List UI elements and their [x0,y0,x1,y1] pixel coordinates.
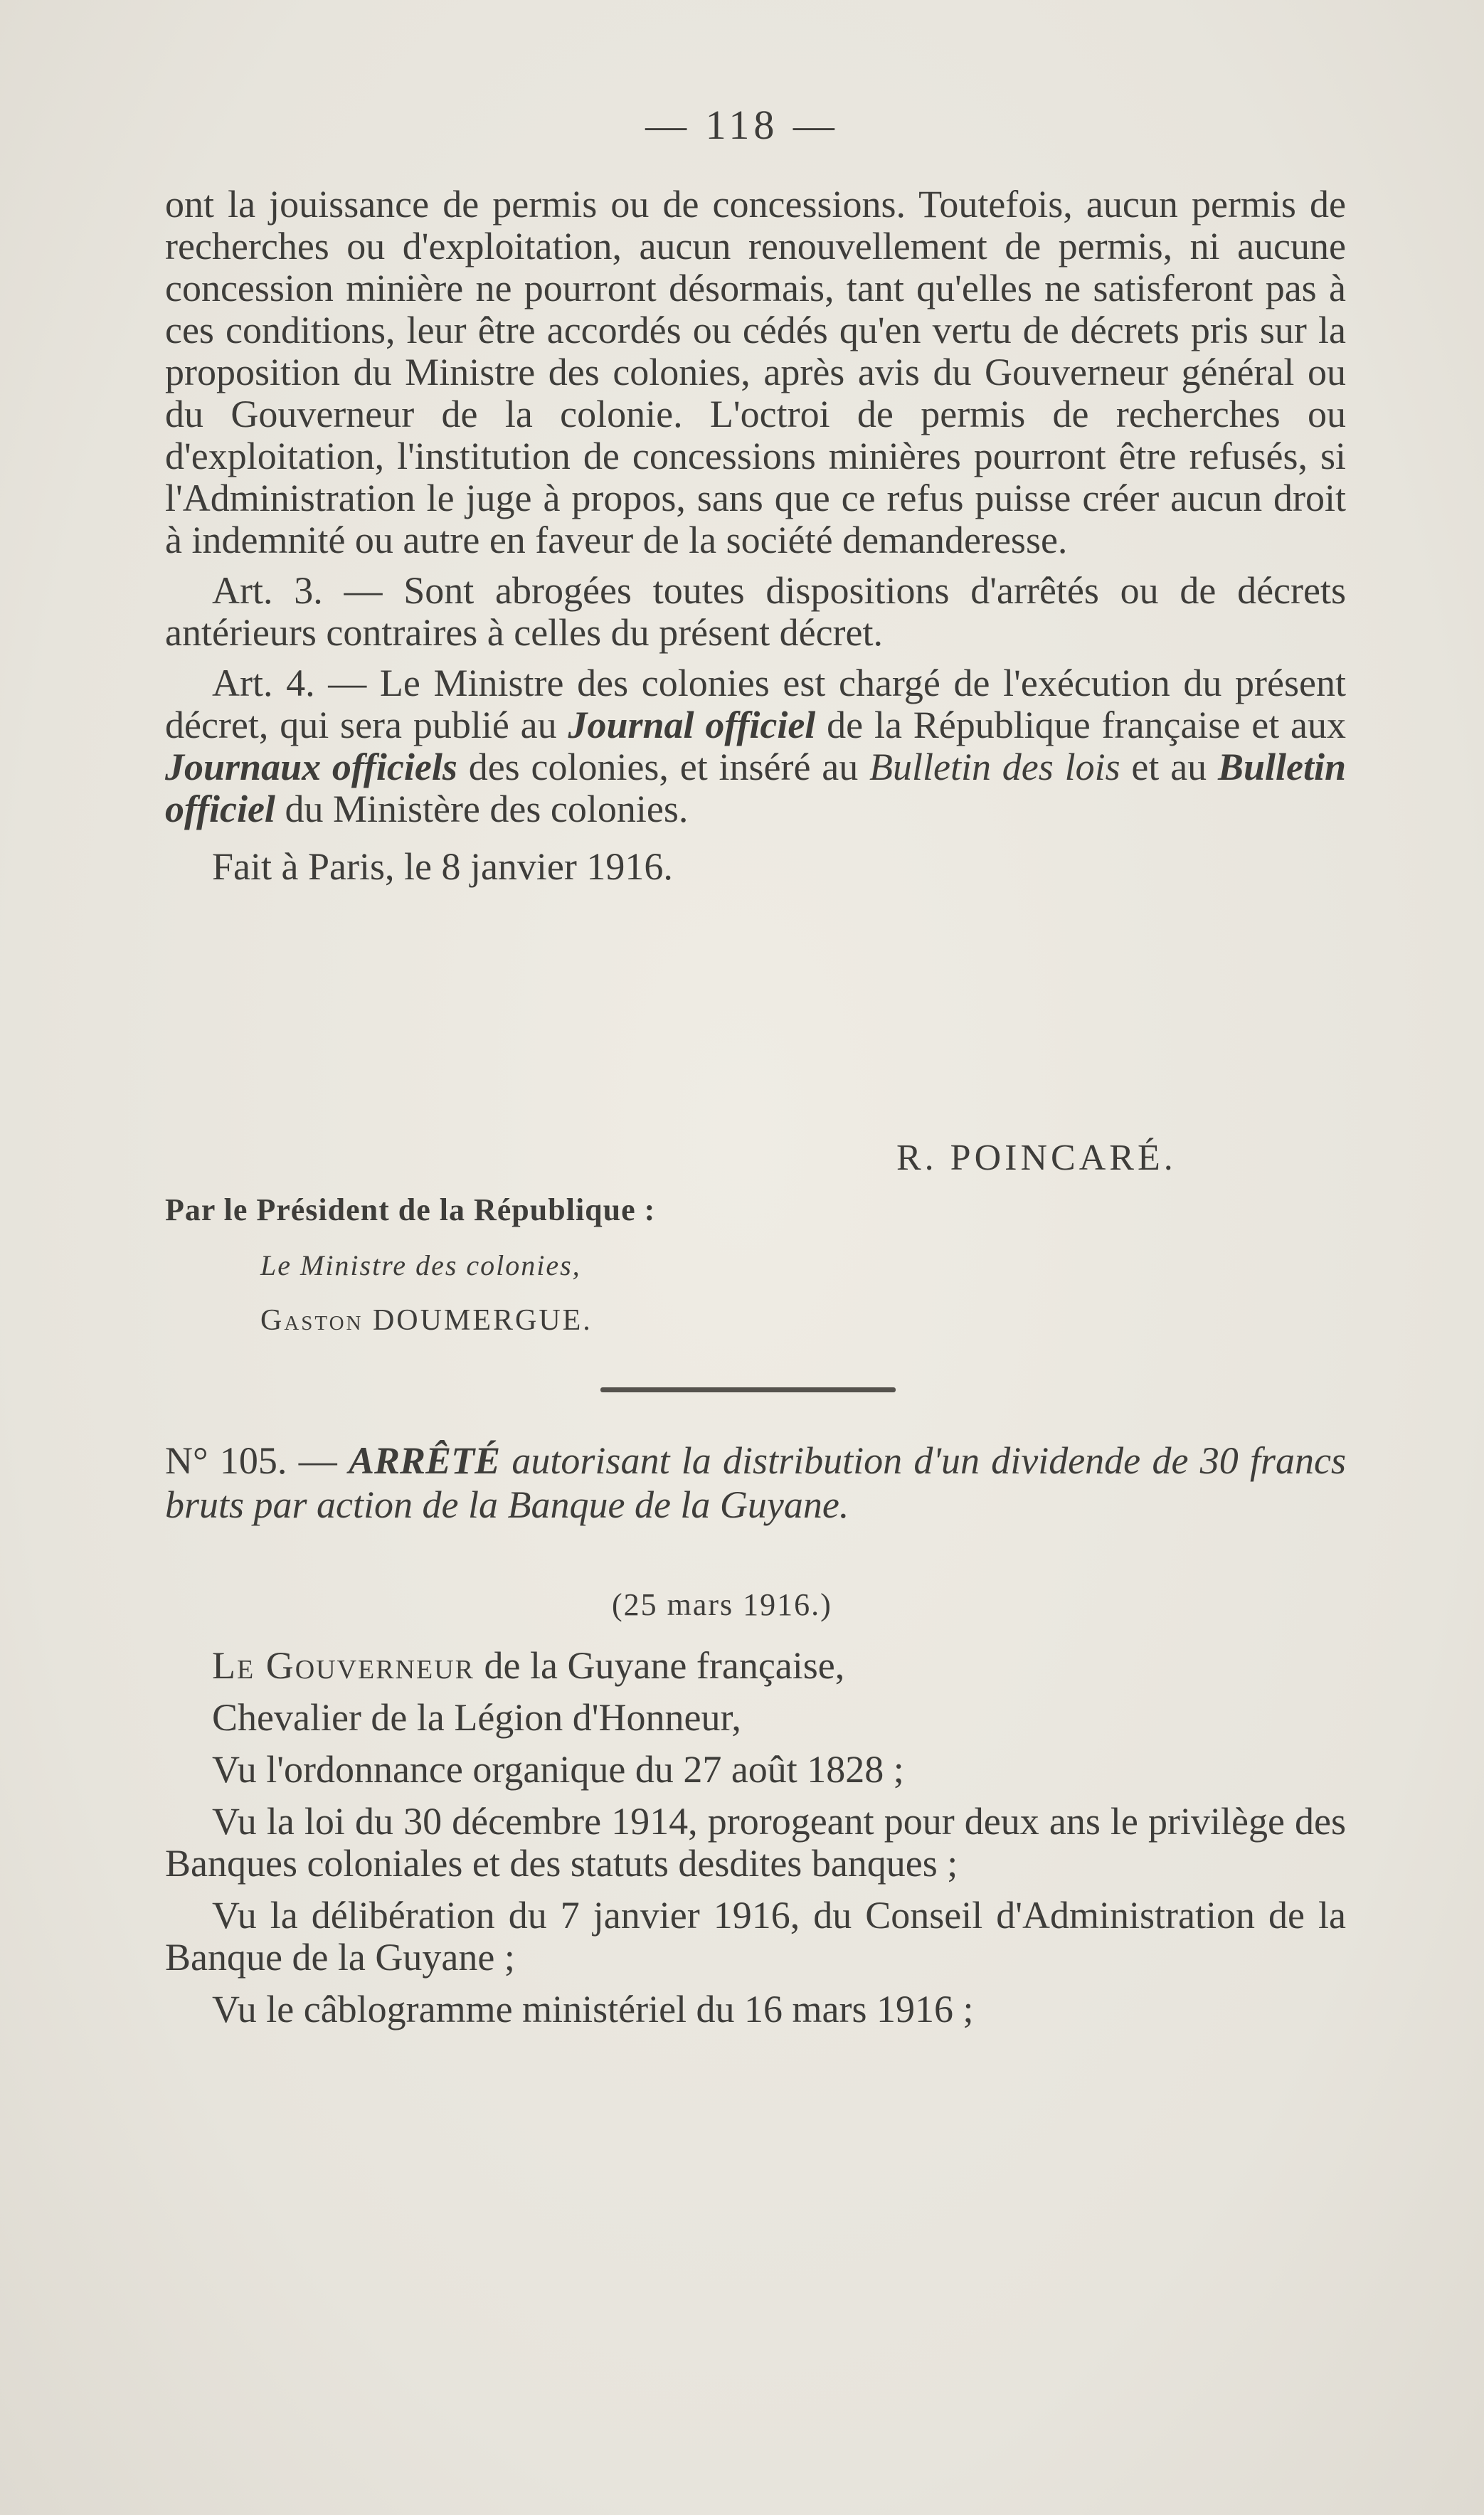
article-4-text-a: Art. 4. — Le Ministre des colonies est chargé de l'exécution du présent décret, qui sera publié au [165,662,1346,746]
paragraph-concessions: ont la jouissance de permis ou de concessions. Toutefois, aucun permis de recherches ou d'exploitation, aucun renouvellement de permis, ni aucune concession minière ne pourront désormais, tant qu'elles ne satisferont pas à ces conditions, leur être accordés ou cédés qu'en vertu de décrets pris sur la proposition du Ministre des colonies, après avis du Gouverneur général ou du Gouverneur de la colonie. L'octroi de permis de recherches ou d'exploitation, l'institution de concessions minières pourront être refusés, si l'Administration le juge à propos, sans que ce refus puisse créer aucun droit à indemnité ou autre en faveur de la société demanderesse. [165,183,1346,561]
section-divider [600,1387,896,1392]
article-4-text-b: de la République française et aux [827,704,1347,746]
article-4-text-d: et au [1131,746,1207,788]
arrete-title: autorisant la distribution d'un dividende de 30 francs bruts par action de la Banque de la Guyane. [165,1439,1347,1526]
arrete-label: ARRÊTÉ [349,1439,501,1482]
journaux-officiels-ref: Journaux officiels [165,746,457,788]
signature-doumergue: Gaston DOUMERGUE. [260,1304,593,1337]
arrete-heading [165,1439,1346,1527]
article-4 [165,662,1346,830]
decree-text [165,184,1346,888]
page-number: — 118 — [645,102,839,148]
vu-loi: Vu la loi du 30 décembre 1914, prorogeant pour deux ans le privilège des Banques coloniales et des statuts desdites banques ; [165,1800,1346,1885]
bulletin-des-lois-ref: Bulletin des lois [869,746,1120,788]
ministre-des-colonies: Le Ministre des colonies, [260,1249,581,1281]
par-le-president: Par le Président de la République : [165,1192,656,1227]
gouverneur-rest: de la Guyane française, [484,1644,845,1687]
vu-ordonnance: Vu l'ordonnance organique du 27 août 1828 ; [212,1748,904,1791]
bulletin-officiel-ref: Bulletin officiel [165,746,1347,830]
article-4-text-c: des colonies, et inséré au [468,746,859,788]
vu-deliberation: Vu la délibération du 7 janvier 1916, du Conseil d'Administration de la Banque de la Guyane ; [165,1894,1346,1979]
journal-officiel-ref: Journal officiel [568,704,816,746]
gouverneur-line [165,1645,1346,1687]
chevalier-line: Chevalier de la Légion d'Honneur, [212,1696,741,1739]
vu-cablogramme: Vu le câblogramme ministériel du 16 mars 1916 ; [212,1988,974,2030]
gouverneur-title: Le Gouverneur [212,1644,475,1687]
fait-a-paris: Fait à Paris, le 8 janvier 1916. [212,845,673,888]
article-4-text-e: du Ministère des colonies. [285,788,689,830]
arrete-number: N° 105. — [165,1439,337,1482]
arrete-body [165,1645,1346,2040]
arrete-date: (25 mars 1916.) [612,1587,832,1622]
signature-poincare: R. POINCARÉ. [896,1138,1177,1178]
article-3: Art. 3. — Sont abrogées toutes dispositions d'arrêtés ou de décrets antérieurs contraires à celles du présent décret. [165,569,1346,654]
